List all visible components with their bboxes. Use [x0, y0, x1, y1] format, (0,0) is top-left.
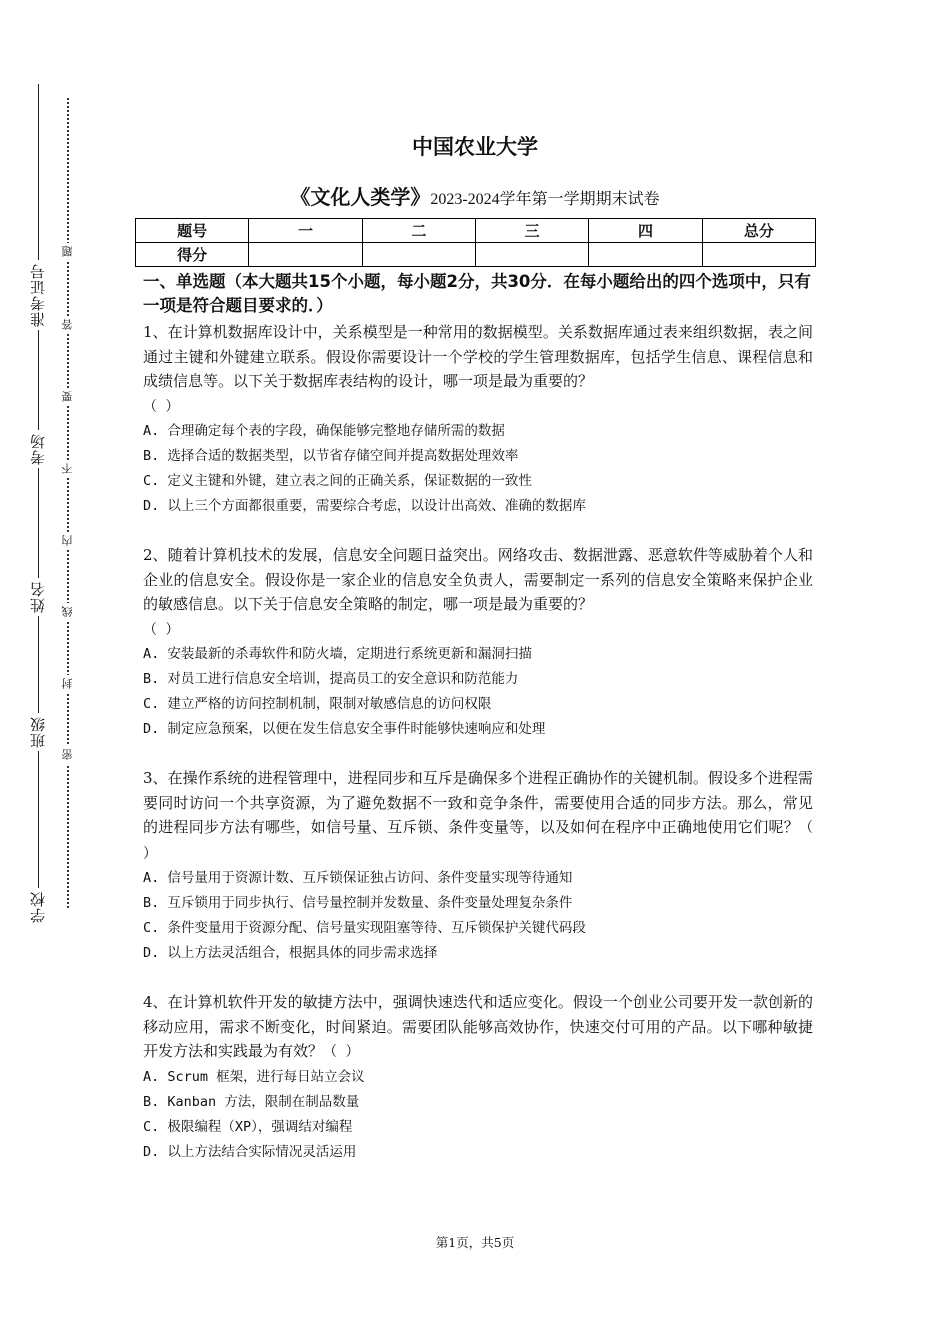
score-row-label: 得分 [136, 243, 249, 267]
question-stem: 3、在操作系统的进程管理中，进程同步和互斥是确保多个进程正确协作的关键机制。假设多个进程需要同时访问一个共享资源，为了避免数据不一致和竞争条件，需要使用合适的同步方法。那么，常见的进程同步方法有哪些，如信号量、互斥锁、条件变量等，以及如何在程序中正确地使用它们呢？（ ） [143, 769, 813, 862]
seal-char: 要 [57, 388, 79, 406]
option-c: C. 定义主键和外键，建立表之间的正确关系，保证数据的一致性 [143, 473, 532, 489]
question-stem: 1、在计算机数据库设计中，关系模型是一种常用的数据模型。关系数据库通过表来组织数据，表之间通过主键和外键建立联系。假设你需要设计一个学校的学生管理数据库，包括学生信息、课程信息和成绩信息等。以下关于数据库表结构的设计，哪一项是最为重要的？ （ ） [143, 323, 813, 415]
exam-title [0, 181, 950, 210]
score-cell [475, 243, 588, 267]
binding-label-school: 学校 [23, 888, 53, 926]
option-a: A. 合理确定每个表的字段，确保能够完整地存储所需的数据 [143, 423, 505, 439]
seal-char: 线 [57, 603, 79, 621]
score-cell [702, 243, 815, 267]
seal-char: 答 [57, 316, 79, 334]
seal-char: 密 [57, 746, 79, 764]
seal-char: 题 [57, 243, 79, 261]
binding-dotted-line [67, 98, 69, 908]
course-title: 《文化人类学》 [290, 185, 431, 209]
score-table-header: 四 [589, 219, 702, 243]
page-footer: 第1页，共5页 [435, 1235, 515, 1250]
binding-label-exam-room: 考场 [23, 430, 53, 468]
section-heading: 一、单选题（本大题共15个小题，每小题2分，共30分．在每小题给出的四个选项中，只有一项是符合题目要求的．） [143, 272, 811, 315]
option-d: D. 制定应急预案，以便在发生信息安全事件时能够快速响应和处理 [143, 721, 546, 737]
question-stem: 2、随着计算机技术的发展，信息安全问题日益突出。网络攻击、数据泄露、恶意软件等威胁着个人和企业的信息安全。假设你是一家企业的信息安全负责人，需要制定一系列的信息安全策略来保护企业的敏感信息。以下关于信息安全策略的制定，哪一项是最为重要的？ （ ） [143, 546, 813, 638]
score-cell [249, 243, 362, 267]
option-d: D. 以上三个方面都很重要，需要综合考虑，以设计出高效、准确的数据库 [143, 498, 586, 514]
binding-label-exam-number: 准考证号 [23, 260, 53, 330]
question-4 [143, 990, 813, 1165]
question-2 [143, 543, 813, 742]
question-3 [143, 766, 813, 966]
exam-subtitle: 2023-2024学年第一学期期末试卷 [430, 191, 660, 208]
school-name: 中国农业大学 [412, 135, 538, 159]
score-table-score-row [136, 243, 816, 267]
binding-label-name: 姓名 [23, 578, 53, 616]
seal-char: 不 [57, 460, 79, 478]
score-table-header: 三 [475, 219, 588, 243]
question-1 [143, 320, 813, 519]
option-b: B. 选择合适的数据类型，以节省存储空间并提高数据处理效率 [143, 448, 519, 464]
option-c: C. 建立严格的访问控制机制，限制对敏感信息的访问权限 [143, 696, 492, 712]
seal-char: 封 [57, 675, 79, 693]
seal-char: 内 [57, 532, 79, 550]
answer-blank: （ ） [143, 621, 180, 638]
option-c: C. 条件变量用于资源分配、信号量实现阻塞等待、互斥锁保护关键代码段 [143, 920, 586, 936]
score-table-header: 二 [362, 219, 475, 243]
option-d: D. 以上方法结合实际情况灵活运用 [143, 1143, 357, 1160]
question-stem: 4、在计算机软件开发的敏捷方法中，强调快速迭代和适应变化。假设一个创业公司要开发一款创新的移动应用，需求不断变化，时间紧迫。需要团队能够高效协作，快速交付可用的产品。以下哪种敏捷开发方法和实践最为有效？（ ） [143, 993, 813, 1060]
score-table-header-row [136, 219, 816, 243]
answer-blank: （ ） [143, 820, 813, 862]
option-b: B. 对员工进行信息安全培训，提高员工的安全意识和防范能力 [143, 671, 519, 687]
score-table-header: 题号 [136, 219, 249, 243]
score-table-header: 总分 [702, 219, 815, 243]
option-c: C. 极限编程（XP），强调结对编程 [143, 1118, 353, 1135]
answer-blank: （ ） [143, 398, 180, 415]
option-d: D. 以上方法灵活组合，根据具体的同步需求选择 [143, 945, 438, 961]
option-a: A. Scrum 框架，进行每日站立会议 [143, 1068, 365, 1085]
option-b: B. 互斥锁用于同步执行、信号量控制并发数量、条件变量处理复杂条件 [143, 895, 573, 911]
binding-label-class: 班级 [23, 713, 53, 751]
answer-blank: （ ） [323, 1044, 360, 1060]
score-cell [589, 243, 702, 267]
option-a: A. 信号量用于资源计数、互斥锁保证独占访问、条件变量实现等待通知 [143, 870, 573, 886]
score-table [135, 218, 816, 267]
option-a: A. 安装最新的杀毒软件和防火墙，定期进行系统更新和漏洞扫描 [143, 646, 532, 662]
score-table-header: 一 [249, 219, 362, 243]
option-b: B. Kanban 方法，限制在制品数量 [143, 1093, 360, 1110]
score-cell [362, 243, 475, 267]
question-list [143, 320, 813, 1189]
